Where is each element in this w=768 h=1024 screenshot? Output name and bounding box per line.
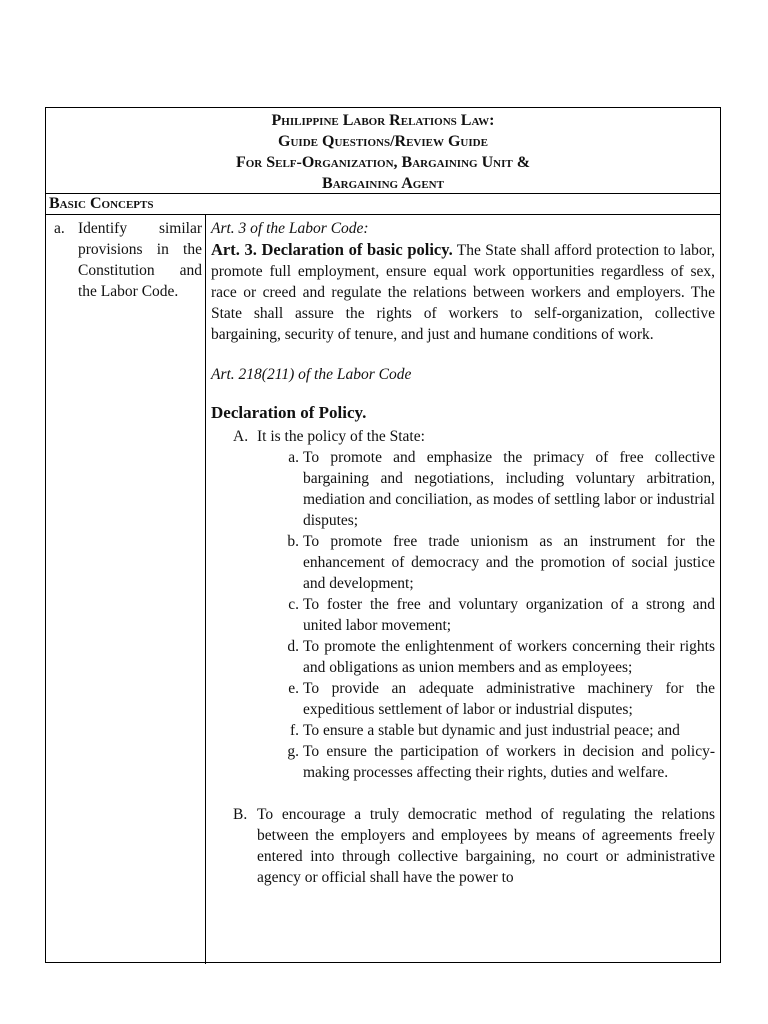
document-table: [45, 107, 721, 963]
question-marker: a.: [54, 220, 65, 237]
title-line-2: Guide Questions/Review Guide: [278, 133, 488, 150]
subitem-marker: f.: [289, 722, 299, 739]
title-line-1: Philippine Labor Relations Law:: [271, 112, 495, 129]
question-text: Identify similar provisions in the Constitution and the Labor Code.: [78, 220, 202, 300]
subitem-marker: e.: [288, 680, 299, 697]
art3-heading: Art. 3. Declaration of basic policy.: [211, 240, 453, 259]
section-header: Basic Concepts: [46, 194, 720, 215]
policy-subitem: [279, 447, 715, 531]
subitem-text: To promote the enlightenment of workers concerning their rights and obligations as union members and as employees;: [303, 638, 715, 676]
art3-reference: Art. 3 of the Labor Code:: [211, 220, 369, 237]
subitem-text: To ensure a stable but dynamic and just industrial peace; and: [303, 722, 680, 739]
policy-subitem: [279, 741, 715, 783]
subitem-text: To provide an adequate administrative machinery for the expeditious settlement of labor or industrial disputes;: [303, 680, 715, 718]
policy-subitem: [279, 531, 715, 594]
art218-reference: Art. 218(211) of the Labor Code: [211, 366, 412, 383]
policy-item-a-marker: A.: [233, 428, 249, 445]
policy-item-a-text: It is the policy of the State:: [257, 428, 425, 445]
policy-subitem: [279, 678, 715, 720]
subitem-marker: d.: [287, 638, 299, 655]
policy-subitem: [279, 720, 715, 741]
answer-column: [211, 218, 715, 888]
policy-item-a: [233, 426, 715, 447]
policy-item-b-text: To encourage a truly democratic method of regulating the relations between the employers and employees by means of agreements freely entered into through collective bargaining, no court or administrative agency or official shall have the power to: [257, 806, 715, 886]
policy-subitem: [279, 594, 715, 636]
title-line-3: For Self-Organization, Bargaining Unit &: [235, 154, 531, 171]
question-column: [54, 218, 202, 302]
policy-item-b: [233, 804, 715, 888]
spacer: [211, 345, 715, 364]
subitem-text: To foster the free and voluntary organization of a strong and united labor movement;: [303, 596, 715, 634]
declaration-of-policy-heading: Declaration of Policy.: [211, 403, 367, 422]
policy-subitem: [279, 636, 715, 678]
subitem-text: To promote and emphasize the primacy of free collective bargaining and negotiations, including voluntary arbitration, mediation and conciliation, as modes of settling labor or industrial disputes;: [303, 449, 715, 529]
art3-paragraph: [211, 239, 715, 345]
question-item: [54, 218, 202, 302]
policy-sublist: [279, 447, 715, 783]
subitem-marker: a.: [288, 449, 299, 466]
subitem-text: To promote free trade unionism as an instrument for the enhancement of democracy and the promotion of social justice and development;: [303, 533, 715, 592]
subitem-text: To ensure the participation of workers in decision and policy-making processes affecting their rights, duties and welfare.: [303, 743, 715, 781]
art3-body: The State shall afford protection to labor, promote full employment, ensure equal work opportunities regardless of sex, race or creed and regulate the relations between workers and employers. The State shall assure the rights of workers to self-organization, collective bargaining, security of tenure, and just and humane conditions of work.: [211, 242, 716, 343]
subitem-marker: c.: [288, 596, 299, 613]
policy-item-b-marker: B.: [233, 806, 248, 823]
subitem-marker: g.: [287, 743, 299, 760]
title-line-4: Bargaining Agent: [322, 175, 444, 192]
subitem-marker: b.: [287, 533, 299, 550]
document-title: [46, 108, 720, 194]
column-divider: [205, 215, 206, 964]
